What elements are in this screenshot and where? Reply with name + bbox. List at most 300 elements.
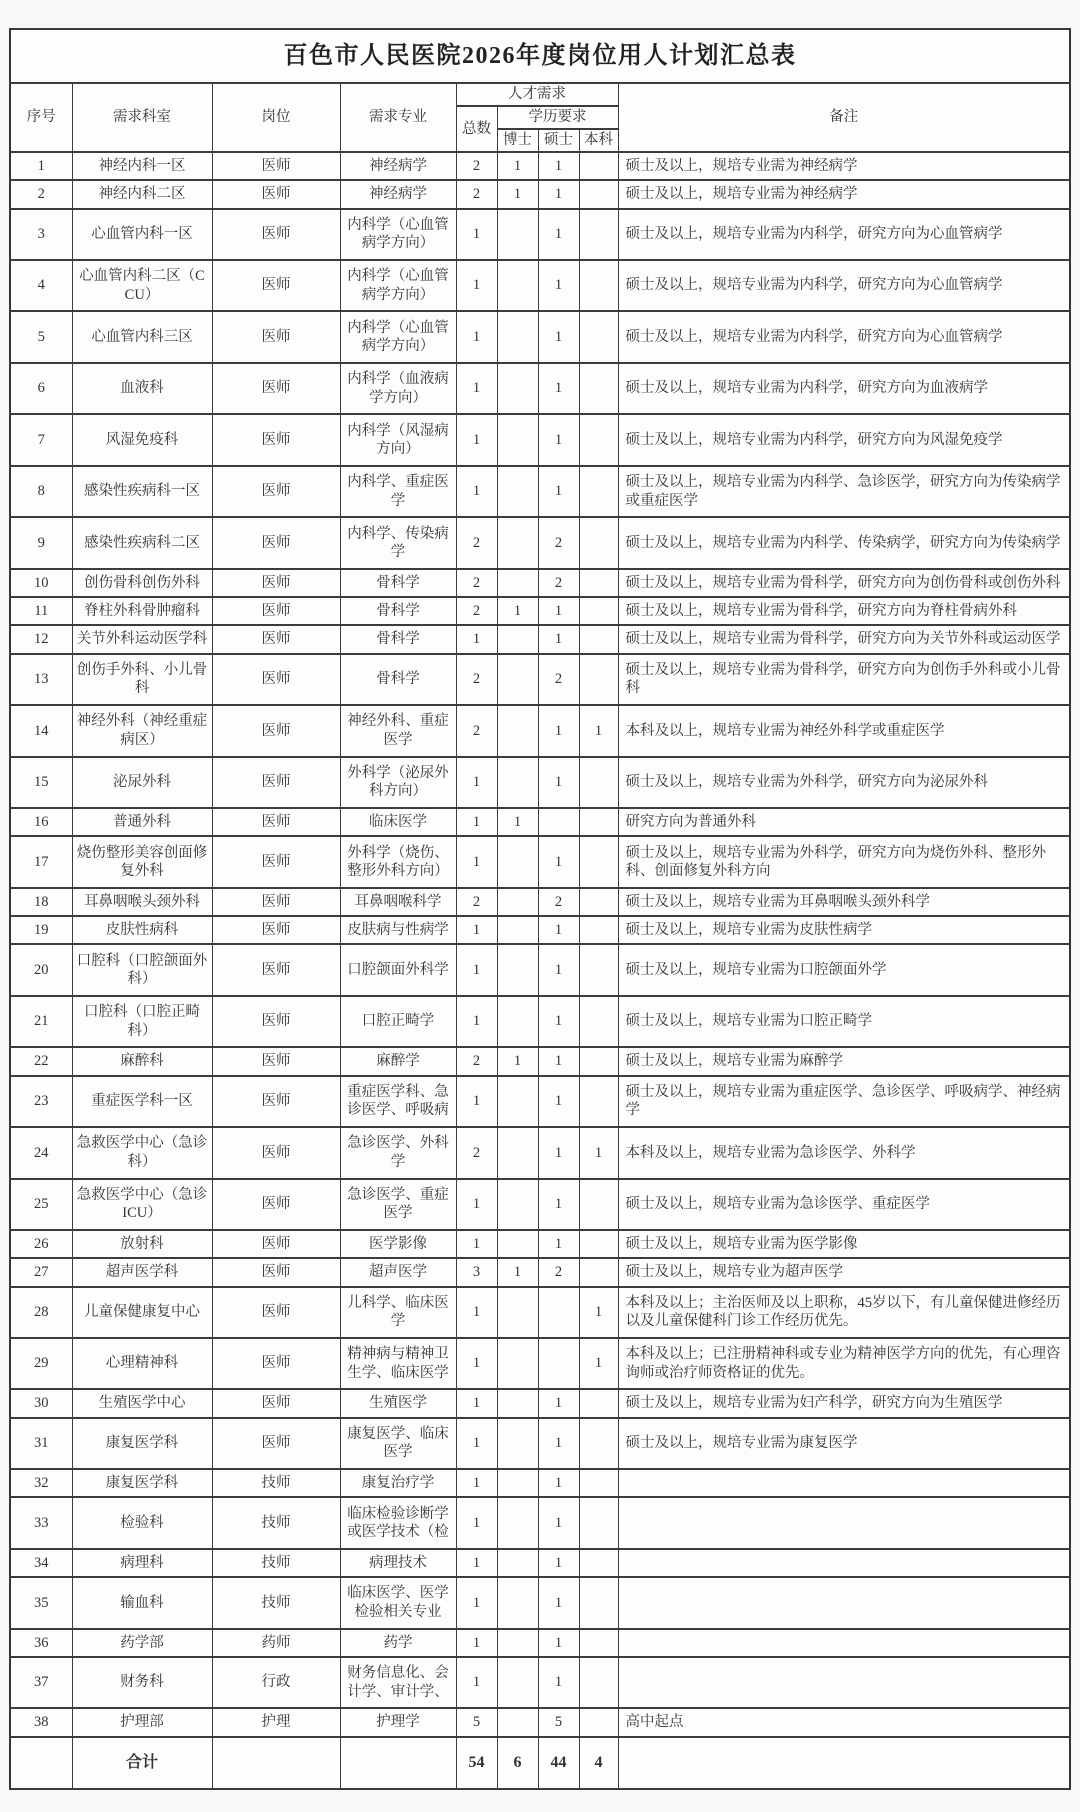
cell-major: 神经病学	[340, 180, 456, 208]
cell-post: 药师	[212, 1629, 340, 1657]
cell-total: 1	[456, 1497, 497, 1548]
cell-dept: 生殖医学中心	[72, 1389, 212, 1417]
cell-no: 35	[10, 1577, 72, 1628]
cell-bachelor: 1	[579, 1338, 618, 1389]
cell-master: 1	[538, 152, 579, 180]
cell-post: 医师	[212, 1230, 340, 1258]
cell-phd	[497, 996, 538, 1047]
table-row	[10, 1469, 1070, 1497]
cell-total: 1	[456, 260, 497, 311]
cell-bachelor	[579, 654, 618, 705]
col-header-remark: 备注	[618, 83, 1070, 152]
cell-major: 内科学（心血管病学方向）	[340, 311, 456, 362]
cell-major: 临床医学、医学检验相关专业	[340, 1577, 456, 1628]
cell-total: 1	[456, 1469, 497, 1497]
cell-major: 内科学（心血管病学方向）	[340, 260, 456, 311]
table-row	[10, 1629, 1070, 1657]
cell-remark	[618, 1577, 1070, 1628]
cell-dept: 创伤手外科、小儿骨科	[72, 654, 212, 705]
table-row	[10, 1418, 1070, 1469]
table-row	[10, 1127, 1070, 1178]
cell-post: 技师	[212, 1577, 340, 1628]
table-row	[10, 1549, 1070, 1577]
table-row	[10, 180, 1070, 208]
cell-remark: 硕士及以上，规培专业需为口腔正畸学	[618, 996, 1070, 1047]
cell-dept: 风湿免疫科	[72, 414, 212, 465]
cell-no: 2	[10, 180, 72, 208]
cell-remark: 硕士及以上，规培专业需为骨科学，研究方向为关节外科或运动医学	[618, 625, 1070, 653]
cell-master: 1	[538, 1497, 579, 1548]
table-row	[10, 1577, 1070, 1628]
cell-master: 1	[538, 625, 579, 653]
cell-remark: 硕士及以上，规培专业需为内科学，研究方向为血液病学	[618, 363, 1070, 414]
cell-no: 7	[10, 414, 72, 465]
cell-no: 18	[10, 888, 72, 916]
cell-remark: 硕士及以上，规培专业需为皮肤性病学	[618, 916, 1070, 944]
cell-major: 康复医学、临床医学	[340, 1418, 456, 1469]
cell-remark: 硕士及以上，规培专业需为耳鼻咽喉头颈外科学	[618, 888, 1070, 916]
cell-phd: 6	[497, 1737, 538, 1789]
cell-dept: 皮肤性病科	[72, 916, 212, 944]
cell-total: 1	[456, 1629, 497, 1657]
cell-no: 17	[10, 836, 72, 887]
cell-no: 8	[10, 466, 72, 517]
cell-dept: 药学部	[72, 1629, 212, 1657]
cell-total: 1	[456, 311, 497, 362]
cell-post: 医师	[212, 836, 340, 887]
cell-phd	[497, 414, 538, 465]
cell-phd	[497, 836, 538, 887]
cell-total: 1	[456, 1657, 497, 1708]
table-row	[10, 414, 1070, 465]
cell-major: 护理学	[340, 1708, 456, 1737]
cell-no	[10, 1737, 72, 1789]
cell-bachelor	[579, 944, 618, 995]
cell-master: 2	[538, 517, 579, 568]
cell-no: 6	[10, 363, 72, 414]
cell-phd	[497, 625, 538, 653]
cell-no: 5	[10, 311, 72, 362]
cell-major: 麻醉学	[340, 1047, 456, 1075]
cell-dept: 心血管内科一区	[72, 209, 212, 260]
cell-total: 2	[456, 654, 497, 705]
cell-total: 1	[456, 1287, 497, 1338]
cell-dept: 病理科	[72, 1549, 212, 1577]
cell-phd	[497, 1469, 538, 1497]
cell-post: 护理	[212, 1708, 340, 1737]
cell-bachelor	[579, 1708, 618, 1737]
cell-remark: 硕士及以上，规培专业需为急诊医学、重症医学	[618, 1179, 1070, 1230]
cell-total: 1	[456, 757, 497, 808]
cell-dept: 检验科	[72, 1497, 212, 1548]
cell-post: 医师	[212, 363, 340, 414]
cell-dept: 血液科	[72, 363, 212, 414]
cell-remark: 本科及以上；主治医师及以上职称，45岁以下，有儿童保健进修经历以及儿童保健科门诊工作经历优先。	[618, 1287, 1070, 1338]
cell-no: 20	[10, 944, 72, 995]
plan-sheet	[9, 28, 1071, 1790]
cell-master	[538, 1287, 579, 1338]
cell-no: 31	[10, 1418, 72, 1469]
cell-no: 14	[10, 705, 72, 756]
cell-master	[538, 808, 579, 836]
cell-dept: 急救医学中心（急诊ICU）	[72, 1179, 212, 1230]
cell-remark: 硕士及以上，规培专业需为外科学，研究方向为烧伤外科、整形外科、创面修复外科方向	[618, 836, 1070, 887]
cell-post: 医师	[212, 757, 340, 808]
cell-post: 医师	[212, 180, 340, 208]
cell-dept: 泌尿外科	[72, 757, 212, 808]
cell-no: 36	[10, 1629, 72, 1657]
table-row	[10, 1497, 1070, 1548]
cell-post: 医师	[212, 916, 340, 944]
cell-phd	[497, 1657, 538, 1708]
cell-total: 3	[456, 1258, 497, 1286]
table-row	[10, 1230, 1070, 1258]
cell-major: 内科学（血液病学方向）	[340, 363, 456, 414]
cell-bachelor	[579, 916, 618, 944]
table-row	[10, 888, 1070, 916]
cell-post: 医师	[212, 152, 340, 180]
cell-dept: 康复医学科	[72, 1469, 212, 1497]
cell-dept: 输血科	[72, 1577, 212, 1628]
cell-no: 15	[10, 757, 72, 808]
cell-major: 财务信息化、会计学、审计学、	[340, 1657, 456, 1708]
cell-master: 1	[538, 260, 579, 311]
cell-phd	[497, 363, 538, 414]
cell-major	[340, 1737, 456, 1789]
cell-dept: 耳鼻咽喉头颈外科	[72, 888, 212, 916]
table-row	[10, 1389, 1070, 1417]
cell-bachelor	[579, 517, 618, 568]
cell-no: 9	[10, 517, 72, 568]
cell-dept: 麻醉科	[72, 1047, 212, 1075]
cell-no: 1	[10, 152, 72, 180]
cell-post: 医师	[212, 1287, 340, 1338]
cell-bachelor	[579, 625, 618, 653]
cell-dept: 感染性疾病科一区	[72, 466, 212, 517]
cell-phd: 1	[497, 152, 538, 180]
cell-dept: 口腔科（口腔正畸科）	[72, 996, 212, 1047]
cell-remark: 硕士及以上，规培专业需为内科学，研究方向为心血管病学	[618, 311, 1070, 362]
cell-phd	[497, 705, 538, 756]
cell-phd	[497, 1076, 538, 1127]
cell-post: 行政	[212, 1657, 340, 1708]
cell-total: 1	[456, 1338, 497, 1389]
cell-no: 4	[10, 260, 72, 311]
cell-no: 12	[10, 625, 72, 653]
col-header-no: 序号	[10, 83, 72, 152]
cell-post: 医师	[212, 209, 340, 260]
cell-major: 生殖医学	[340, 1389, 456, 1417]
cell-no: 32	[10, 1469, 72, 1497]
table-row	[10, 1657, 1070, 1708]
cell-major: 骨科学	[340, 569, 456, 597]
cell-remark: 硕士及以上，规培专业需为康复医学	[618, 1418, 1070, 1469]
cell-phd	[497, 1179, 538, 1230]
cell-remark: 硕士及以上，规培专业需为口腔颌面外学	[618, 944, 1070, 995]
cell-phd	[497, 311, 538, 362]
cell-post: 医师	[212, 1389, 340, 1417]
cell-major: 外科学（烧伤、整形外科方向）	[340, 836, 456, 887]
cell-phd	[497, 569, 538, 597]
header-row-1	[10, 83, 1070, 106]
cell-total: 1	[456, 363, 497, 414]
cell-post: 医师	[212, 808, 340, 836]
cell-total: 1	[456, 466, 497, 517]
cell-remark: 硕士及以上，规培专业需为妇产科学，研究方向为生殖医学	[618, 1389, 1070, 1417]
cell-master: 1	[538, 1469, 579, 1497]
cell-total: 1	[456, 1076, 497, 1127]
cell-post: 医师	[212, 414, 340, 465]
cell-dept: 神经内科一区	[72, 152, 212, 180]
cell-no: 33	[10, 1497, 72, 1548]
cell-master: 1	[538, 836, 579, 887]
table-row	[10, 916, 1070, 944]
col-header-total: 总数	[456, 106, 497, 152]
cell-total: 2	[456, 1047, 497, 1075]
cell-master: 1	[538, 705, 579, 756]
cell-master: 2	[538, 569, 579, 597]
cell-phd	[497, 1287, 538, 1338]
cell-master: 1	[538, 1076, 579, 1127]
cell-total: 1	[456, 916, 497, 944]
cell-post: 医师	[212, 705, 340, 756]
cell-total: 1	[456, 1230, 497, 1258]
cell-remark: 硕士及以上，规培专业需为骨科学，研究方向为创伤骨科或创伤外科	[618, 569, 1070, 597]
total-row	[10, 1737, 1070, 1789]
cell-dept: 神经外科（神经重症病区）	[72, 705, 212, 756]
table-row	[10, 944, 1070, 995]
cell-remark: 硕士及以上，规培专业需为骨科学，研究方向为创伤手外科或小儿骨科	[618, 654, 1070, 705]
cell-major: 外科学（泌尿外科方向）	[340, 757, 456, 808]
cell-bachelor	[579, 1076, 618, 1127]
cell-major: 神经外科、重症医学	[340, 705, 456, 756]
cell-total: 2	[456, 597, 497, 625]
cell-remark: 本科及以上，规培专业需为急诊医学、外科学	[618, 1127, 1070, 1178]
cell-total: 1	[456, 836, 497, 887]
cell-phd	[497, 1230, 538, 1258]
cell-no: 23	[10, 1076, 72, 1127]
cell-post: 医师	[212, 597, 340, 625]
table-row	[10, 152, 1070, 180]
cell-bachelor	[579, 757, 618, 808]
cell-bachelor: 1	[579, 705, 618, 756]
cell-major: 康复治疗学	[340, 1469, 456, 1497]
cell-phd	[497, 209, 538, 260]
cell-master: 1	[538, 209, 579, 260]
cell-no: 27	[10, 1258, 72, 1286]
cell-phd	[497, 1577, 538, 1628]
cell-master: 1	[538, 916, 579, 944]
cell-phd	[497, 916, 538, 944]
table-row	[10, 1287, 1070, 1338]
cell-total: 1	[456, 808, 497, 836]
table-row	[10, 1047, 1070, 1075]
col-header-major: 需求专业	[340, 83, 456, 152]
cell-no: 3	[10, 209, 72, 260]
table-row	[10, 363, 1070, 414]
cell-phd	[497, 1338, 538, 1389]
cell-no: 21	[10, 996, 72, 1047]
col-header-phd: 博士	[497, 129, 538, 152]
cell-post: 医师	[212, 1258, 340, 1286]
cell-no: 30	[10, 1389, 72, 1417]
cell-master: 1	[538, 757, 579, 808]
cell-major: 病理技术	[340, 1549, 456, 1577]
cell-post: 医师	[212, 1127, 340, 1178]
cell-master: 1	[538, 180, 579, 208]
cell-master: 2	[538, 888, 579, 916]
col-header-talent-demand: 人才需求	[456, 83, 618, 106]
cell-post: 医师	[212, 654, 340, 705]
cell-master: 1	[538, 1549, 579, 1577]
page-title: 百色市人民医院2026年度岗位用人计划汇总表	[10, 29, 1070, 83]
cell-major: 内科学、传染病学	[340, 517, 456, 568]
cell-dept: 重症医学科一区	[72, 1076, 212, 1127]
cell-dept: 口腔科（口腔颌面外科）	[72, 944, 212, 995]
cell-master: 2	[538, 1258, 579, 1286]
cell-major: 耳鼻咽喉科学	[340, 888, 456, 916]
cell-no: 16	[10, 808, 72, 836]
cell-no: 10	[10, 569, 72, 597]
cell-major: 药学	[340, 1629, 456, 1657]
cell-major: 精神病与精神卫生学、临床医学	[340, 1338, 456, 1389]
cell-bachelor: 1	[579, 1127, 618, 1178]
cell-no: 37	[10, 1657, 72, 1708]
cell-total: 2	[456, 888, 497, 916]
cell-major: 内科学、重症医学	[340, 466, 456, 517]
table-row	[10, 1708, 1070, 1737]
cell-total: 1	[456, 625, 497, 653]
cell-bachelor	[579, 152, 618, 180]
cell-bachelor	[579, 996, 618, 1047]
cell-dept: 神经内科二区	[72, 180, 212, 208]
cell-dept: 放射科	[72, 1230, 212, 1258]
cell-major: 超声医学	[340, 1258, 456, 1286]
cell-major: 重症医学科、急诊医学、呼吸病	[340, 1076, 456, 1127]
col-header-bachelor: 本科	[579, 129, 618, 152]
cell-master: 1	[538, 1629, 579, 1657]
cell-major: 内科学（心血管病学方向）	[340, 209, 456, 260]
cell-dept: 烧伤整形美容创面修复外科	[72, 836, 212, 887]
cell-bachelor	[579, 1469, 618, 1497]
cell-major: 急诊医学、外科学	[340, 1127, 456, 1178]
cell-remark: 硕士及以上，规培专业需为麻醉学	[618, 1047, 1070, 1075]
cell-major: 口腔正畸学	[340, 996, 456, 1047]
cell-bachelor	[579, 1497, 618, 1548]
cell-bachelor	[579, 808, 618, 836]
cell-post: 医师	[212, 944, 340, 995]
cell-phd	[497, 1708, 538, 1737]
col-header-dept: 需求科室	[72, 83, 212, 152]
cell-post: 医师	[212, 1179, 340, 1230]
cell-major: 神经病学	[340, 152, 456, 180]
cell-bachelor	[579, 569, 618, 597]
cell-phd	[497, 1549, 538, 1577]
cell-total: 1	[456, 1549, 497, 1577]
cell-remark: 研究方向为普通外科	[618, 808, 1070, 836]
cell-post: 技师	[212, 1469, 340, 1497]
cell-total: 1	[456, 1418, 497, 1469]
cell-major: 皮肤病与性病学	[340, 916, 456, 944]
cell-dept: 脊柱外科骨肿瘤科	[72, 597, 212, 625]
cell-bachelor	[579, 1418, 618, 1469]
cell-post: 医师	[212, 1047, 340, 1075]
cell-remark: 本科及以上，规培专业需为神经外科学或重症医学	[618, 705, 1070, 756]
col-header-edu-requirement: 学历要求	[497, 106, 618, 129]
cell-master: 1	[538, 414, 579, 465]
table-row	[10, 705, 1070, 756]
cell-remark	[618, 1469, 1070, 1497]
cell-total: 1	[456, 1577, 497, 1628]
cell-master: 44	[538, 1737, 579, 1789]
cell-bachelor	[579, 260, 618, 311]
cell-master: 1	[538, 1657, 579, 1708]
cell-remark: 硕士及以上，规培专业需为神经病学	[618, 180, 1070, 208]
cell-master: 1	[538, 1179, 579, 1230]
cell-bachelor	[579, 180, 618, 208]
cell-remark: 硕士及以上，规培专业需为医学影像	[618, 1230, 1070, 1258]
table-row	[10, 836, 1070, 887]
cell-no: 26	[10, 1230, 72, 1258]
cell-phd	[497, 1418, 538, 1469]
cell-master: 2	[538, 654, 579, 705]
cell-phd	[497, 888, 538, 916]
cell-no: 25	[10, 1179, 72, 1230]
cell-no: 38	[10, 1708, 72, 1737]
cell-post: 医师	[212, 517, 340, 568]
cell-dept: 合计	[72, 1737, 212, 1789]
cell-phd	[497, 517, 538, 568]
cell-remark: 硕士及以上，规培专业需为外科学，研究方向为泌尿外科	[618, 757, 1070, 808]
cell-bachelor	[579, 363, 618, 414]
cell-remark	[618, 1497, 1070, 1548]
col-header-post: 岗位	[212, 83, 340, 152]
table-row	[10, 757, 1070, 808]
cell-dept: 心理精神科	[72, 1338, 212, 1389]
cell-no: 29	[10, 1338, 72, 1389]
cell-bachelor	[579, 1657, 618, 1708]
cell-post: 医师	[212, 996, 340, 1047]
table-row	[10, 1338, 1070, 1389]
table-row	[10, 597, 1070, 625]
cell-bachelor	[579, 1179, 618, 1230]
cell-total: 1	[456, 1179, 497, 1230]
cell-bachelor	[579, 1258, 618, 1286]
cell-phd	[497, 757, 538, 808]
cell-total: 1	[456, 996, 497, 1047]
cell-remark: 硕士及以上，规培专业需为重症医学、急诊医学、呼吸病学、神经病学	[618, 1076, 1070, 1127]
cell-bachelor	[579, 1230, 618, 1258]
cell-post: 医师	[212, 569, 340, 597]
cell-dept: 超声医学科	[72, 1258, 212, 1286]
table-row	[10, 311, 1070, 362]
cell-total: 2	[456, 180, 497, 208]
cell-bachelor	[579, 1629, 618, 1657]
cell-phd	[497, 1629, 538, 1657]
cell-total: 2	[456, 569, 497, 597]
cell-phd: 1	[497, 1258, 538, 1286]
cell-bachelor: 4	[579, 1737, 618, 1789]
cell-phd: 1	[497, 1047, 538, 1075]
cell-phd	[497, 944, 538, 995]
cell-master: 1	[538, 597, 579, 625]
cell-phd	[497, 654, 538, 705]
cell-dept: 普通外科	[72, 808, 212, 836]
cell-total: 2	[456, 517, 497, 568]
cell-post: 医师	[212, 311, 340, 362]
cell-phd: 1	[497, 180, 538, 208]
cell-major: 骨科学	[340, 654, 456, 705]
